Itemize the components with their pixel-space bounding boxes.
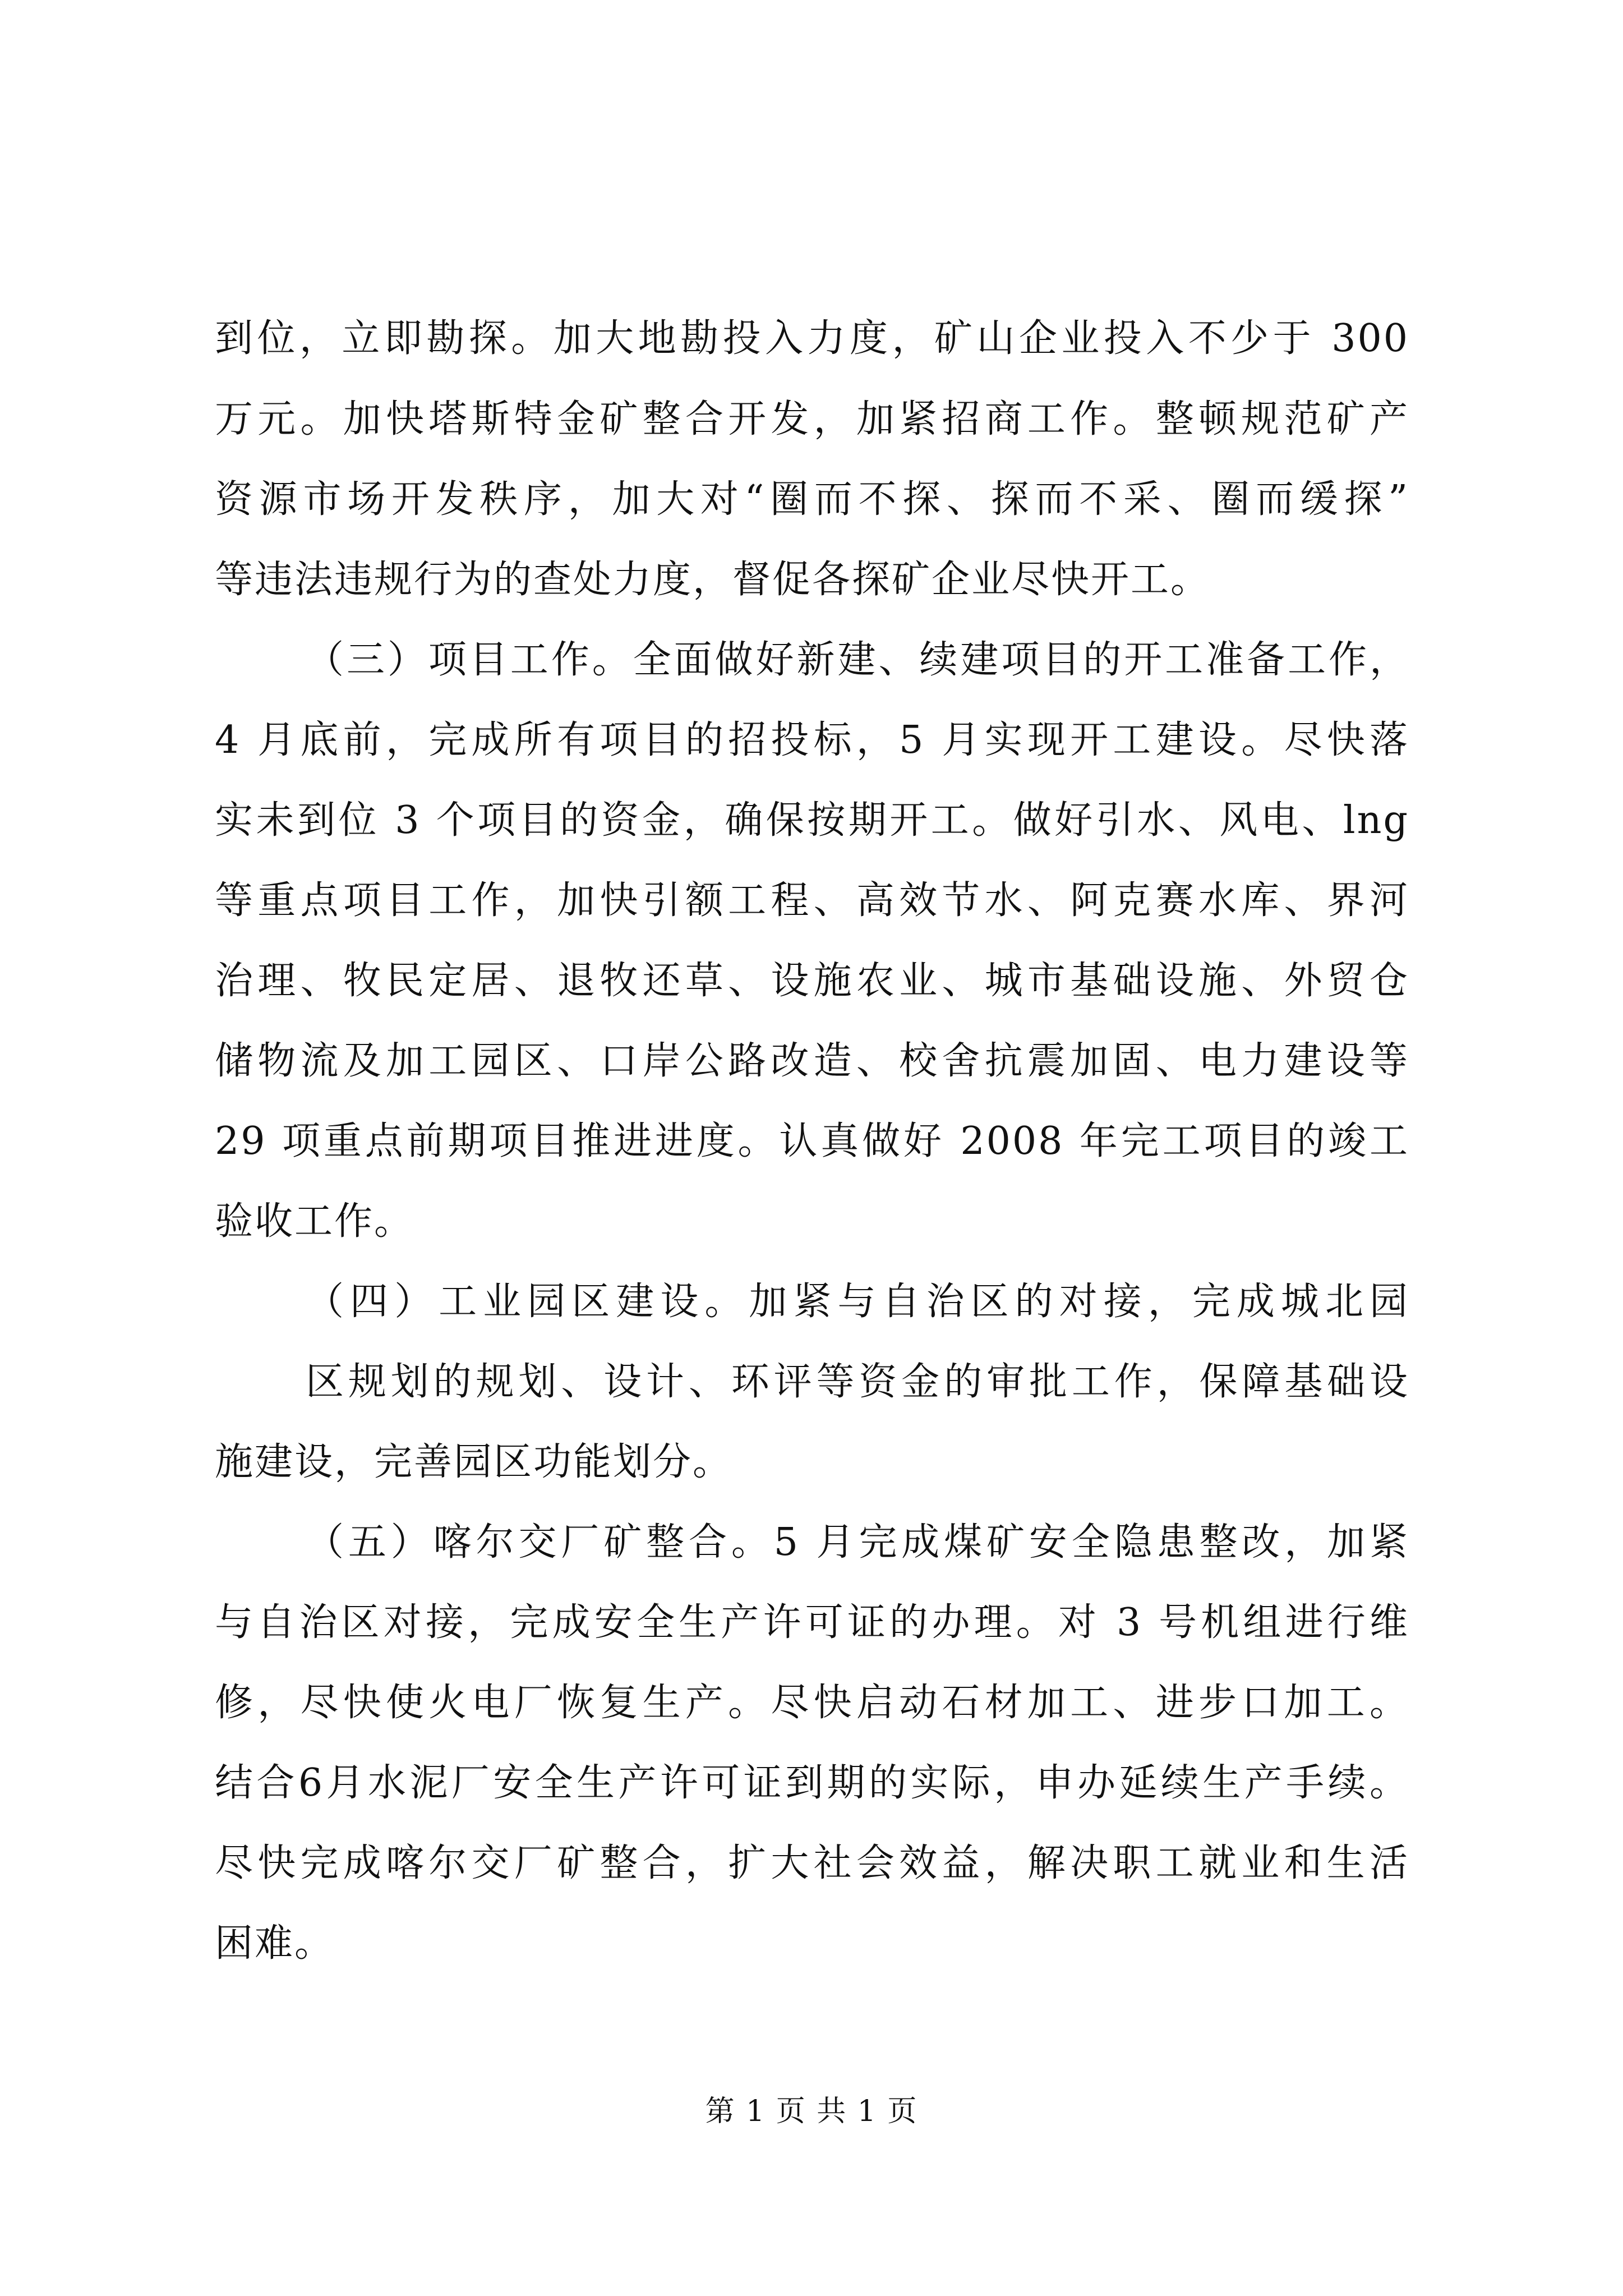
text-line-19: 结合6月水泥厂安全生产许可证到期的实际，申办延续生产手续。 — [215, 1761, 1409, 1805]
text-line-17: 与自治区对接，完成安全生产许可证的办理。对 3 号机组进行维 — [215, 1600, 1409, 1645]
text-line-3: 资源市场开发秩序，加大对“圈而不探、探而不采、圈而缓探” — [215, 477, 1409, 522]
text-line-6: 4 月底前，完成所有项目的招投标，5 月实现开工建设。尽快落 — [215, 718, 1409, 762]
text-line-4: 等违法违规行为的查处力度，督促各探矿企业尽快开工。 — [215, 558, 1211, 602]
text-line-13: （四）工业园区建设。加紧与自治区的对接，完成城北园 — [306, 1280, 1409, 1324]
text-line-16: （五）喀尔交厂矿整合。5 月完成煤矿安全隐患整改，加紧 — [306, 1520, 1409, 1565]
text-line-2: 万元。加快塔斯特金矿整合开发，加紧招商工作。整顿规范矿产 — [215, 397, 1409, 441]
text-line-21: 困难。 — [215, 1921, 335, 1966]
text-line-20: 尽快完成喀尔交厂矿整合，扩大社会效益，解决职工就业和生活 — [215, 1841, 1409, 1885]
text-line-15: 施建设，完善园区功能划分。 — [215, 1440, 733, 1484]
text-line-10: 储物流及加工园区、口岸公路改造、校舍抗震加固、电力建设等 — [215, 1039, 1409, 1083]
text-line-9: 治理、牧民定居、退牧还草、设施农业、城市基础设施、外贸仓 — [215, 959, 1409, 1003]
text-line-18: 修，尽快使火电厂恢复生产。尽快启动石材加工、进步口加工。 — [215, 1681, 1409, 1725]
text-line-14: 区规划的规划、设计、环评等资金的审批工作，保障基础设 — [306, 1360, 1409, 1404]
text-line-1: 到位，立即勘探。加大地勘投入力度，矿山企业投入不少于 300 — [215, 316, 1409, 361]
text-line-11: 29 项重点前期项目推进进度。认真做好 2008 年完工项目的竣工 — [215, 1119, 1409, 1163]
page-footer: 第 1 页 共 1 页 — [705, 2095, 918, 2128]
text-line-12: 验收工作。 — [215, 1199, 414, 1244]
text-line-5: （三）项目工作。全面做好新建、续建项目的开工准备工作， — [306, 638, 1409, 682]
text-line-8: 等重点项目工作，加快引额工程、高效节水、阿克赛水库、界河 — [215, 878, 1409, 923]
text-line-7: 实未到位 3 个项目的资金，确保按期开工。做好引水、风电、lng — [215, 798, 1409, 843]
